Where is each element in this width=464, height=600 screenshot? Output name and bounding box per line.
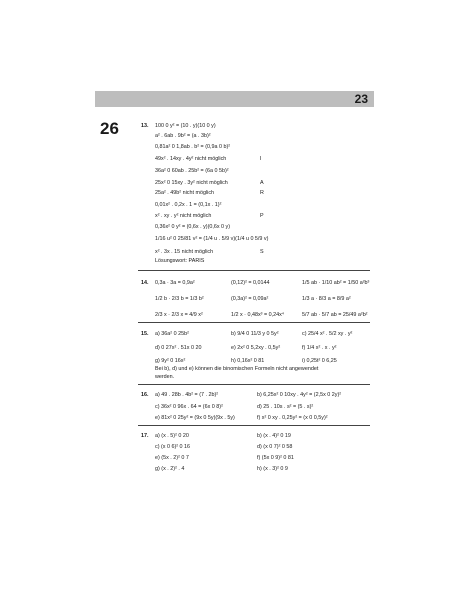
exercise-17-number: 17. xyxy=(141,433,149,439)
exercise-13-number: 13. xyxy=(141,123,149,129)
page-header-bar xyxy=(95,91,374,107)
ex14-r3-a: 2/3 x · 2/3 x = 4/9 x² xyxy=(155,312,203,318)
ex13-solution: Lösungswort: PARIS xyxy=(155,258,205,264)
ex13-letter-3: R xyxy=(260,190,264,196)
ex15-e: e) 2x² 0 5,2xy . 0,5y² xyxy=(231,345,281,351)
ex15-g: g) 9y² 0 16x² xyxy=(155,358,186,364)
ex13-line-6: 25x² 0 15xy . 3y² nicht möglich xyxy=(155,180,228,186)
ex13-letter-5: S xyxy=(260,249,264,255)
ex15-b: b) 9/4 0 11/3 y 0 5y² xyxy=(231,331,279,337)
ex13-letter-2: A xyxy=(260,180,264,186)
ex15-c: c) 25/4 x² . 5/2 xy . y² xyxy=(302,331,353,337)
divider xyxy=(138,270,370,271)
ex16-b: b) 6,25x² 0 10xy . 4y² = (2,5x 0 2y)² xyxy=(257,392,342,398)
ex13-letter-1: I xyxy=(260,156,262,162)
ex17-h: h) (x . 3)² 0 9 xyxy=(257,466,288,472)
ex13-line-1: 100 0 y² = (10 . y)(10 0 y) xyxy=(155,123,216,129)
exercise-15-number: 15. xyxy=(141,331,149,337)
ex15-f: f) 1/4 x² . x . y² xyxy=(302,345,337,351)
ex16-c: c) 36x² 0 96x . 64 = (6x 0 8)² xyxy=(155,404,223,410)
ex15-i: i) 0,25t² 0 6,25 xyxy=(302,358,337,364)
ex13-line-11: 1/16 u² 0 25/81 v² = (1/4 u . 5/9 v)(1/4 u 0 5/9 v) xyxy=(155,236,269,242)
ex15-note-line-1: Bei b), d) und e) können die binomischen Formeln nicht angewendet xyxy=(155,366,319,372)
ex15-note-line-2: werden. xyxy=(155,374,175,380)
divider xyxy=(138,384,370,385)
ex16-f: f) x² 0 xy . 0,25y² = (x 0 0,5y)² xyxy=(257,415,328,421)
ex17-b: b) (x . 4)² 0 19 xyxy=(257,433,291,439)
ex13-line-12: x² . 3x . 15 nicht möglich xyxy=(155,249,214,255)
ex17-e: e) (5x . 2)² 0 7 xyxy=(155,455,189,461)
ex17-a: a) (x . 5)² 0 20 xyxy=(155,433,189,439)
exercise-16-number: 16. xyxy=(141,392,149,398)
chapter-number: 26 xyxy=(100,119,119,138)
ex15-a: a) 36a² 0 25b² xyxy=(155,331,189,337)
ex14-r1-b: (0,12)² = 0,0144 xyxy=(231,280,270,286)
ex17-f: f) (5x 0 9)² 0 81 xyxy=(257,455,294,461)
ex16-e: e) 81x² 0 25y² = (9x 0 5y)(9x . 5y) xyxy=(155,415,235,421)
page-number: 23 xyxy=(354,92,368,106)
ex15-d: d) 0 27x² . 51x 0 20 xyxy=(155,345,202,351)
ex14-r2-b: (0,3a)² = 0,09a² xyxy=(231,296,269,302)
ex16-a: a) 49 . 28b . 4b² = (7 . 2b)² xyxy=(155,392,219,398)
ex14-r2-c: 1/3 a · 8/3 a = 8/9 a² xyxy=(302,296,351,302)
ex13-line-2: a² . 6ab . 9b² = (a . 3b)² xyxy=(155,133,211,139)
ex13-line-3: 0,81a² 0 1,8ab . b² = (0,9a 0 b)² xyxy=(155,144,231,150)
ex14-r2-a: 1/2 b · 2/3 b = 1/3 b² xyxy=(155,296,204,302)
ex15-h: h) 0,16x² 0 81 xyxy=(231,358,265,364)
ex14-r3-b: 1/2 x · 0,48x³ = 0,24x⁴ xyxy=(231,312,285,318)
divider xyxy=(138,322,370,323)
ex13-line-9: x² . xy . y² nicht möglich xyxy=(155,213,212,219)
ex14-r1-a: 0,3a · 3a = 0,9a² xyxy=(155,280,195,286)
ex17-g: g) (x . 2)² . 4 xyxy=(155,466,185,472)
ex17-c: c) (x 0 6)² 0 16 xyxy=(155,444,191,450)
ex14-r3-c: 5/7 ab · 5/7 ab = 25/49 a²b² xyxy=(302,312,368,318)
ex13-line-10: 0,36x² 0 y² = (0,6x . y)(0,6x 0 y) xyxy=(155,224,231,230)
ex13-line-5: 36a² 0 60ab . 25b² = (6a 0 5b)² xyxy=(155,168,229,174)
ex14-r1-c: 1/5 ab · 1/10 ab² = 1/50 a²b³ xyxy=(302,280,370,286)
ex13-line-7: 25a² . 49b² nicht möglich xyxy=(155,190,215,196)
ex13-letter-4: P xyxy=(260,213,264,219)
ex13-line-8: 0,01x² . 0,2x . 1 = (0,1x . 1)² xyxy=(155,202,222,208)
ex16-d: d) 25 . 10s . s² = (5 . s)² xyxy=(257,404,314,410)
ex13-line-4: 49x² . 14xy . 4y² nicht möglich xyxy=(155,156,227,162)
divider xyxy=(138,425,370,426)
exercise-14-number: 14. xyxy=(141,280,149,286)
ex17-d: d) (x 0 7)² 0 58 xyxy=(257,444,293,450)
